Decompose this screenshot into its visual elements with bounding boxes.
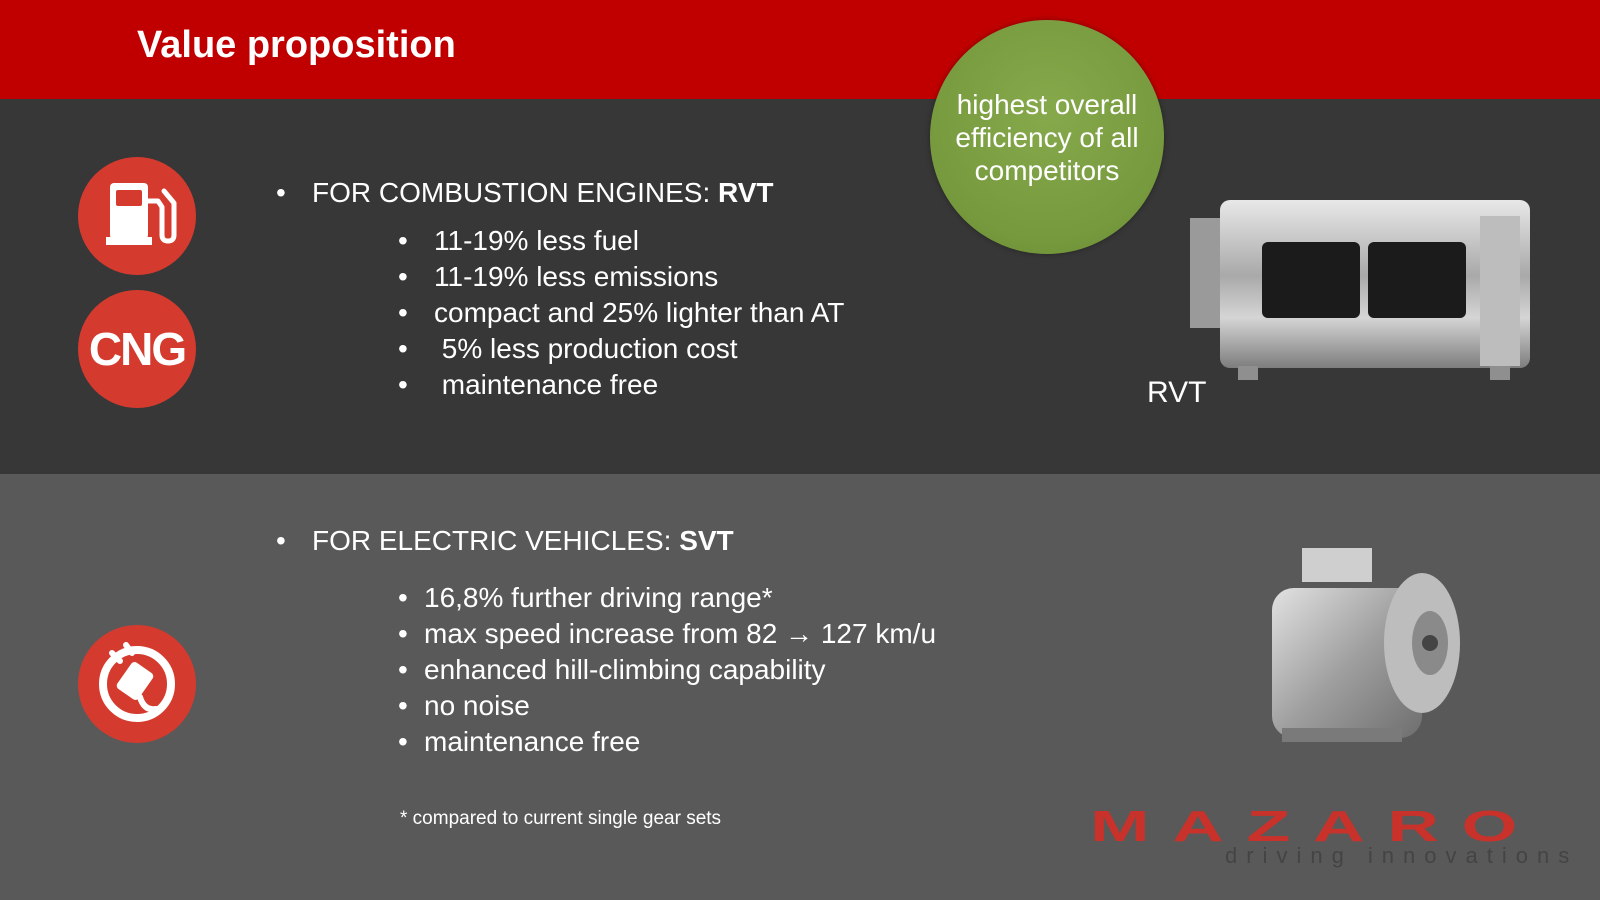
electric-list	[398, 580, 936, 760]
list-item: • no noise	[398, 690, 530, 721]
logo-tagline: driving innovations	[1225, 843, 1579, 868]
cng-label: CNG	[88, 323, 186, 375]
combustion-heading	[276, 177, 774, 209]
electric-heading-bold: SVT	[679, 525, 734, 556]
combustion-list	[398, 223, 844, 403]
rvt-product-image	[1190, 196, 1550, 386]
fuel-pump-icon	[78, 157, 196, 275]
svt-product-image	[1262, 548, 1482, 748]
page-title: Value proposition	[137, 24, 456, 66]
combustion-heading-bold: RVT	[718, 177, 774, 208]
list-item: • maintenance free	[398, 726, 641, 757]
list-item: • 5% less production cost	[398, 333, 738, 364]
list-item: • maintenance free	[398, 369, 659, 400]
electric-plug-icon	[78, 625, 196, 743]
bullet-icon: •	[276, 525, 286, 556]
bullet-icon: •	[276, 177, 286, 208]
efficiency-badge-text: highest overall efficiency of all competitors	[955, 88, 1139, 186]
list-item: • 16,8% further driving range*	[398, 582, 773, 613]
cng-icon	[78, 290, 196, 408]
electric-heading	[276, 525, 734, 557]
footnote: * compared to current single gear sets	[400, 808, 722, 829]
electric-heading-prefix: FOR ELECTRIC VEHICLES:	[312, 525, 680, 556]
combustion-heading-prefix: FOR COMBUSTION ENGINES:	[312, 177, 719, 208]
mazaro-logo-text: MAZARO	[1090, 805, 1540, 851]
list-item: • compact and 25% lighter than AT	[398, 297, 845, 328]
list-item: • max speed increase from 82 → 127 km/u	[398, 618, 937, 649]
list-item: • 11-19% less emissions	[398, 261, 719, 292]
list-item: • enhanced hill-climbing capability	[398, 654, 826, 685]
rvt-caption: RVT	[1147, 376, 1207, 409]
list-item: • 11-19% less fuel	[398, 225, 639, 256]
efficiency-badge	[930, 20, 1164, 254]
